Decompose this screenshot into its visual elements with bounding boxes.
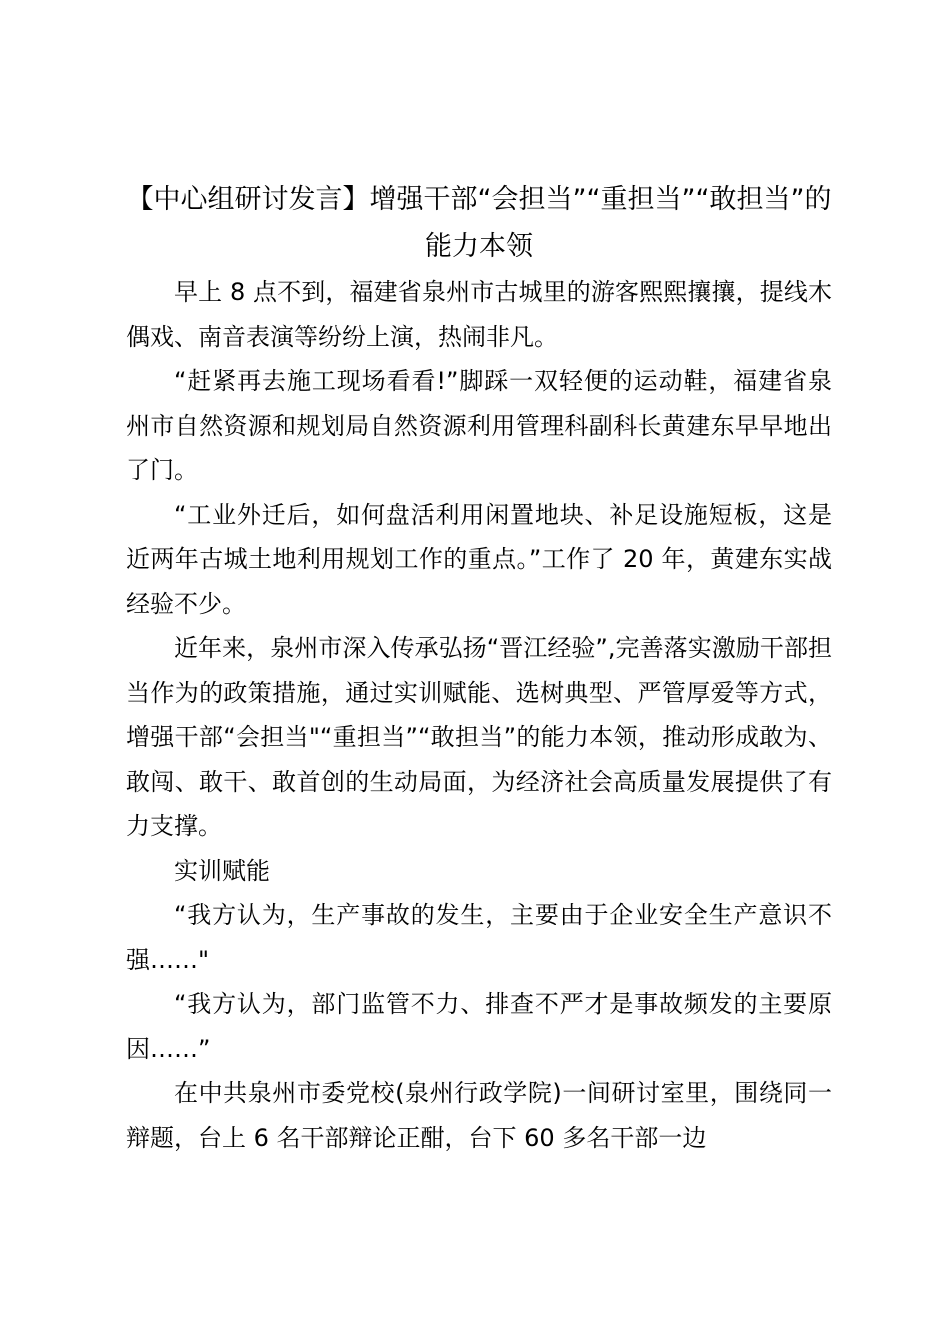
paragraph-2: “赶紧再去施工现场看看!”脚踩一双轻便的运动鞋，福建省泉州市自然资源和规划局自然资源利用管理科副科长黄建东早早地出了门。 <box>126 367 832 484</box>
document-page <box>126 176 832 1160</box>
section-heading: 实训赋能 <box>174 856 270 885</box>
paragraph-1: 早上 8 点不到，福建省泉州市古城里的游客熙熙攘攘，提线木偶戏、南音表演等纷纷上演，热闹非凡。 <box>126 278 832 351</box>
document-title: 【中心组研讨发言】增强干部“会担当”“重担当”“敢担当”的能力本领 <box>126 184 832 262</box>
paragraph-4: 近年来，泉州市深入传承弘扬“晋江经验”,完善落实激励干部担当作为的政策措施，通过实训赋能、选树典型、严管厚爱等方式，增强干部“会担当"“重担当”“敢担当”的能力本领，推动形成敢为、敢闯、敢干、敢首创的生动局面，为经济社会高质量发展提供了有力支撑。 <box>126 634 832 840</box>
paragraph-7: 在中共泉州市委党校(泉州行政学院)一间研讨室里，围绕同一辩题，台上 6 名干部辩论正酣，台下 60 多名干部一边 <box>126 1079 832 1152</box>
paragraph-3: “工业外迁后，如何盘活利用闲置地块、补足设施短板，这是近两年古城土地利用规划工作的重点。”工作了 20 年，黄建东实战经验不少。 <box>126 500 832 618</box>
paragraph-5: “我方认为，生产事故的发生，主要由于企业安全生产意识不强……" <box>126 901 832 974</box>
paragraph-6: “我方认为，部门监管不力、排查不严才是事故频发的主要原因……” <box>126 990 832 1063</box>
